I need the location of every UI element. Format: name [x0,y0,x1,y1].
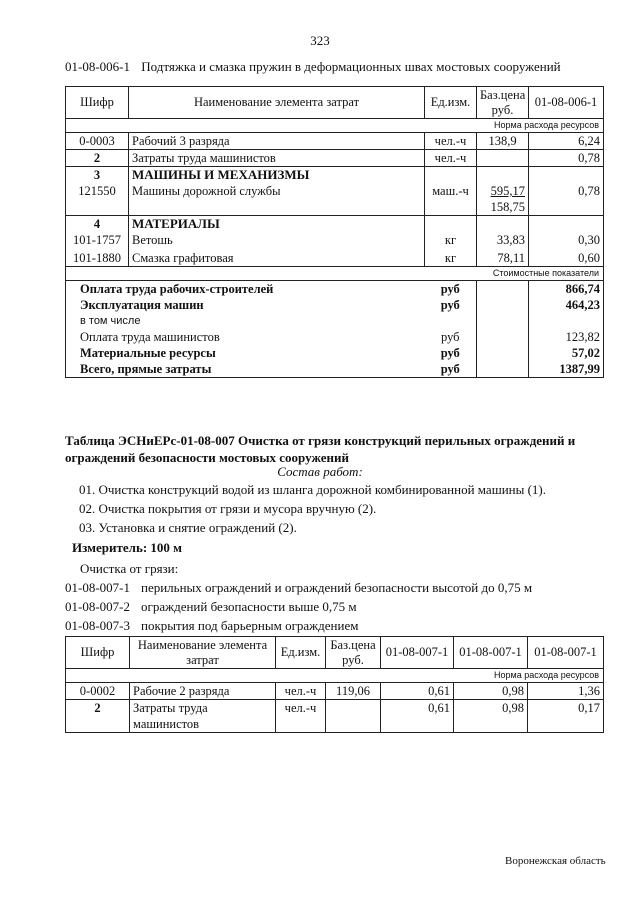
cell-name: Затраты труда машинистов [130,700,276,733]
cost-value: 866,74 [529,281,604,298]
variant-item [65,580,532,596]
cost-unit: руб [425,361,477,378]
material-name: Смазка графитовая [132,251,234,265]
cell-name: Затраты труда машинистов [129,150,425,167]
machine-code: 121550 [78,184,116,198]
cost-name: Всего, прямые затраты [66,361,425,378]
cell-name [129,167,425,216]
cost-name: в том числе [66,313,425,329]
machine-price-top: 595,17 [490,184,525,198]
cell-value: 0,78 [529,150,604,167]
cell-value: 0,61 [381,683,454,700]
material-price: 33,83 [496,233,525,247]
machine-name: Машины дорожной службы [132,184,281,198]
cell-price [326,700,381,733]
variant-item [65,599,357,615]
cell-price [477,150,529,167]
cell-unit [425,167,477,216]
header-norm: 01-08-006-1 [529,87,604,119]
table-row [66,683,604,700]
table-row [66,700,604,733]
cost-row [66,361,604,378]
material-name: Ветошь [132,233,173,247]
table2 [65,636,604,733]
variant-text: ограждений безопасности выше 0,75 м [141,599,357,614]
cell-price [477,167,529,216]
table1 [65,86,604,378]
cell-code [66,167,129,216]
cost-name: Оплата труда рабочих-строителей [66,281,425,298]
machine-value: 0,78 [578,184,600,198]
table2-title: Таблица ЭСНиЕРс-01-08-007 Очистка от грязи конструкций перильных ограждений и ограждений безопасности мостовых сооружений [65,433,576,465]
material-value: 0,60 [578,251,600,265]
measure-unit: Измеритель: 100 м [72,540,183,555]
cell-unit: чел.-ч [276,700,326,733]
cell-value: 0,98 [454,683,528,700]
header-code: Шифр [66,637,130,669]
material-code: 101-1880 [73,251,121,265]
material-price: 78,11 [497,251,525,265]
cell-value [529,216,604,267]
table1-title-text: Подтяжка и смазка пружин в деформационных швах мостовых сооружений [141,59,561,74]
cell-price: 138,9 [477,133,529,150]
cell-unit: чел.-ч [276,683,326,700]
cost-row [66,345,604,361]
cost-name: Эксплуатация машин [66,297,425,313]
header-name: Наименование элемента затрат [130,637,276,669]
cell-price: 119,06 [326,683,381,700]
variant-text: покрытия под барьерным ограждением [141,618,359,633]
machine-price-bottom: 158,75 [490,200,525,214]
cell-code: 0-0003 [66,133,129,150]
cell-price [477,216,529,267]
cell-code: 2 [66,700,130,733]
variant-code: 01-08-007-3 [65,618,130,633]
cell-value [529,167,604,216]
cell-name: Рабочий 3 разряда [129,133,425,150]
cell-unit [425,216,477,267]
cell-unit: чел.-ч [425,150,477,167]
cost-label: Стоимостные показатели [66,267,604,281]
cost-row [66,313,604,329]
cost-row [66,329,604,345]
machines-group [66,167,604,216]
cost-unit: руб [425,281,477,298]
material-code: 101-1757 [73,233,121,247]
header-price: Баз.цена руб. [326,637,381,669]
cost-row [66,281,604,298]
norm-label: Норма расхода ресурсов [66,669,604,683]
variant-text: перильных ограждений и ограждений безопасности высотой до 0,75 м [141,580,533,595]
cell-unit: чел.-ч [425,133,477,150]
cell-value: 0,98 [454,700,528,733]
material-unit: кг [444,251,457,265]
norm-label-row [66,669,604,683]
group-code: 4 [93,217,101,231]
cell-value: 0,61 [381,700,454,733]
header-norm-1: 01-08-007-1 [381,637,454,669]
material-value: 0,30 [578,233,600,247]
cost-name: Материальные ресурсы [66,345,425,361]
cleaning-label: Очистка от грязи: [80,561,179,576]
group-name: МАТЕРИАЛЫ [132,216,220,231]
cost-row [66,297,604,313]
works-heading: Состав работ: [277,464,363,479]
header-price: Баз.цена руб. [477,87,529,119]
header-unit: Ед.изм. [425,87,477,119]
cost-value: 57,02 [529,345,604,361]
cost-unit [425,313,477,329]
machine-unit: маш.-ч [432,184,469,198]
cost-unit: руб [425,329,477,345]
table-row [66,133,604,150]
cost-value: 123,82 [529,329,604,345]
header-norm-2: 01-08-007-1 [454,637,528,669]
cell-value: 6,24 [529,133,604,150]
group-name: МАШИНЫ И МЕХАНИЗМЫ [132,167,310,182]
cell-name: Рабочие 2 разряда [130,683,276,700]
material-unit: кг [444,233,457,247]
cell-name [129,216,425,267]
norm-label-row [66,119,604,133]
work-item: 03. Установка и снятие ограждений (2). [79,520,297,535]
cost-unit: руб [425,297,477,313]
norm-label: Норма расхода ресурсов [66,119,604,133]
cost-value: 1387,99 [529,361,604,378]
header-norm-3: 01-08-007-1 [528,637,604,669]
group-code: 3 [93,168,101,182]
variant-code: 01-08-007-1 [65,580,130,595]
table-row [66,150,604,167]
cell-code: 0-0002 [66,683,130,700]
table1-header-row [66,87,604,119]
work-item: 01. Очистка конструкций водой из шланга дорожной комбинированной машины (1). [79,482,547,497]
work-item: 02. Очистка покрытия от грязи и мусора вручную (2). [79,501,377,516]
header-code: Шифр [66,87,129,119]
variant-code: 01-08-007-2 [65,599,130,614]
table1-code: 01-08-006-1 [65,59,130,74]
cost-value: 464,23 [529,297,604,313]
cell-value: 1,36 [528,683,604,700]
table2-header-row [66,637,604,669]
header-unit: Ед.изм. [276,637,326,669]
cell-code [66,216,129,267]
page-number: 323 [310,33,330,48]
table1-title [65,59,561,75]
cell-code: 2 [66,150,129,167]
footer-region: Воронежская область [505,855,606,867]
variant-item [65,618,358,634]
materials-group [66,216,604,267]
cost-unit: руб [425,345,477,361]
cost-name: Оплата труда машинистов [66,329,425,345]
header-name: Наименование элемента затрат [129,87,425,119]
cost-label-row [66,267,604,281]
cell-value: 0,17 [528,700,604,733]
cost-value [529,313,604,329]
